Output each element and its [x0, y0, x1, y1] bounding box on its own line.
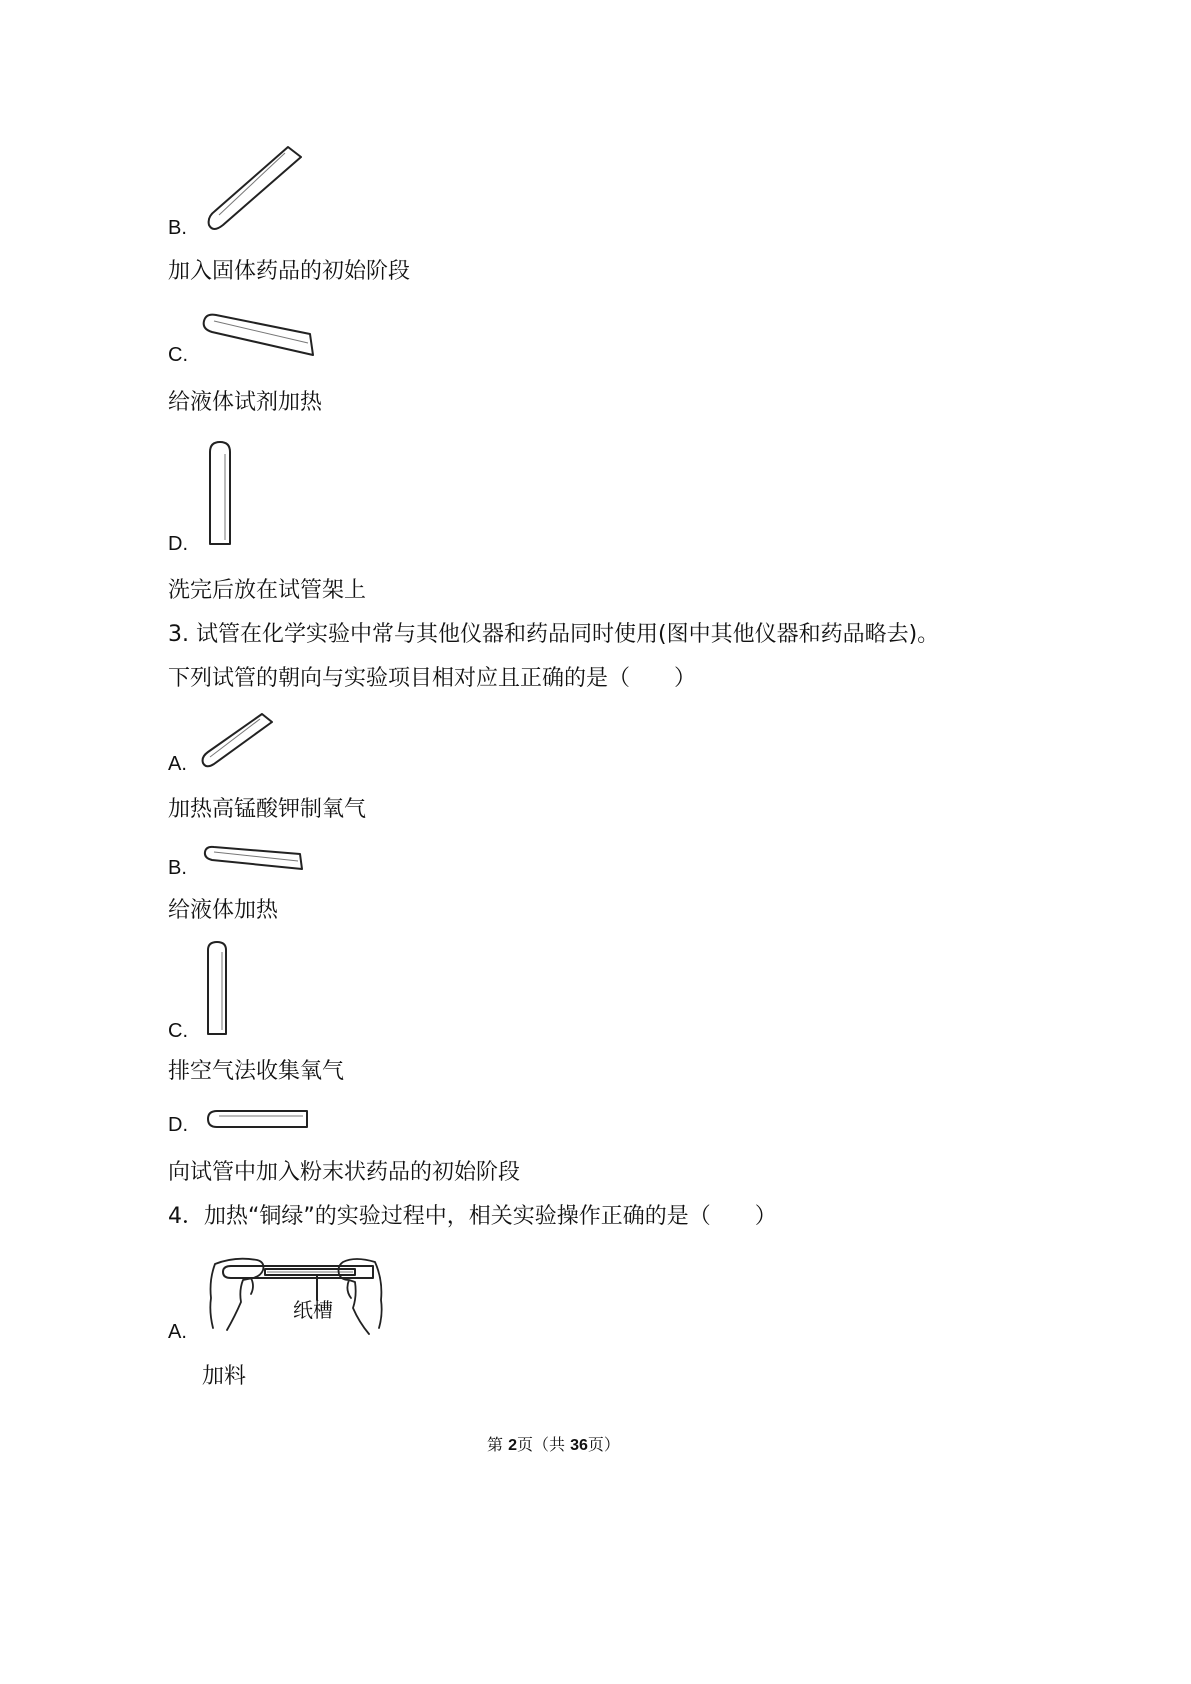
q4-option-a-caption: 加料	[202, 1364, 247, 1389]
q2-option-d-letter: D.	[168, 533, 188, 555]
q3-option-d-caption: 向试管中加入粉末状药品的初始阶段	[168, 1160, 521, 1185]
test-tube-vertical-icon	[205, 940, 229, 1036]
test-tube-tilted-up-right-icon	[200, 712, 276, 770]
footer-total-pages: 36	[570, 1437, 588, 1454]
test-tube-horizontal-icon	[205, 1108, 311, 1130]
test-tube-vertical-mouth-up-icon	[205, 440, 235, 546]
q3-option-a-caption: 加热高锰酸钾制氧气	[168, 797, 367, 822]
q3-option-c-letter: C.	[168, 1020, 188, 1042]
test-tube-tilted-up-right-icon	[205, 145, 305, 235]
q3-option-d-letter: D.	[168, 1114, 188, 1136]
q2-option-b-caption: 加入固体药品的初始阶段	[168, 259, 411, 284]
footer-suffix: 页）	[587, 1435, 620, 1454]
q3-option-a-letter: A.	[168, 753, 187, 775]
q2-option-d-caption: 洗完后放在试管架上	[168, 578, 367, 603]
footer-page-number: 2	[508, 1437, 517, 1454]
footer-prefix: 第	[487, 1435, 509, 1454]
page-footer	[487, 1435, 620, 1456]
q4-option-a-figure	[205, 1250, 385, 1342]
q4-stem: 4．加热“铜绿”的实验过程中，相关实验操作正确的是（ ）	[168, 1204, 777, 1229]
q2-option-b-letter: B.	[168, 217, 187, 239]
hands-paper-trough-test-tube-icon	[205, 1250, 385, 1342]
q2-option-c-caption: 给液体试剂加热	[168, 390, 323, 415]
paper-trough-label: 纸槽	[293, 1298, 333, 1322]
q3-option-b-caption: 给液体加热	[168, 898, 279, 923]
test-tube-tilted-slightly-down-icon	[200, 310, 320, 360]
q2-option-c-letter: C.	[168, 344, 188, 366]
test-tube-slightly-tilted-icon	[202, 842, 306, 872]
footer-middle: 页（共	[517, 1435, 571, 1454]
q3-option-c-caption: 排空气法收集氧气	[168, 1059, 345, 1084]
q4-option-a-letter: A.	[168, 1321, 187, 1343]
q3-option-b-letter: B.	[168, 857, 187, 879]
q3-stem-line2: 下列试管的朝向与实验项目相对应且正确的是（ ）	[168, 666, 697, 691]
q3-stem-line1: 3. 试管在化学实验中常与其他仪器和药品同时使用(图中其他仪器和药品略去)。	[168, 622, 940, 647]
